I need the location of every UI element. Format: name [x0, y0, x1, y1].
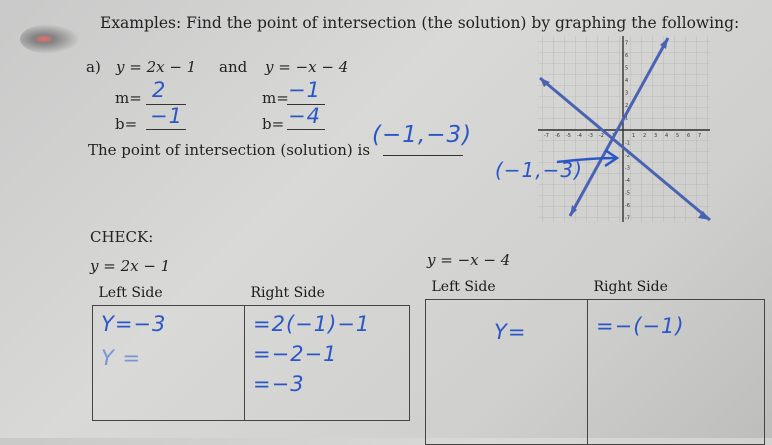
- y-tick-label: -2: [625, 153, 630, 159]
- poi-answer: (−1,−3): [372, 122, 473, 148]
- b1-label: b=: [115, 115, 138, 133]
- table-header: [93, 281, 410, 306]
- light-glare: [20, 24, 80, 54]
- y-tick-label: 5: [625, 65, 629, 72]
- y-tick-label: 3: [625, 90, 629, 97]
- m2-answer: −1: [288, 78, 321, 102]
- t2-right-answer: =−(−1): [596, 314, 685, 338]
- x-tick-label: 6: [687, 133, 691, 139]
- t1-right-step-2: =−2−1: [253, 342, 338, 366]
- b2-blank: [287, 129, 325, 130]
- m1-answer: 2: [152, 78, 167, 102]
- y-tick-label: -3: [625, 165, 630, 172]
- t1-left-answer-2: Y =: [101, 346, 142, 370]
- y-tick-label: -1: [625, 140, 630, 147]
- check-table-1: [92, 281, 410, 421]
- x-tick-label: 2: [643, 133, 647, 139]
- x-tick-label: 4: [665, 133, 669, 139]
- t1-left-answer: Y=−3: [101, 312, 167, 336]
- table-cell: [245, 306, 410, 421]
- equation-1: y = 2x − 1: [116, 58, 197, 76]
- b2-answer: −4: [288, 104, 321, 128]
- table-row: [426, 300, 765, 445]
- t1-right-step-1: =2(−1)−1: [253, 312, 371, 336]
- x-tick-label: 5: [676, 133, 680, 139]
- coordinate-graph: [520, 30, 715, 226]
- and-text: and: [219, 58, 248, 76]
- x-tick-label: -6: [555, 133, 560, 139]
- x-tick-label: -4: [577, 133, 582, 139]
- poi-blank: [383, 155, 463, 156]
- check-left-equation: y = 2x − 1: [90, 257, 171, 275]
- equation-2: y = −x − 4: [265, 58, 349, 76]
- y-tick-label: -7: [625, 215, 630, 222]
- graph-grid: [538, 36, 710, 222]
- x-tick-label: 1: [632, 133, 636, 139]
- y-tick-label: -4: [625, 178, 630, 184]
- y-tick-label: 1: [625, 115, 629, 122]
- table-cell: [93, 306, 245, 421]
- table-cell: [426, 300, 588, 445]
- y-tick-label: 2: [625, 103, 629, 109]
- t2-left-answer: Y=: [494, 320, 527, 344]
- y-tick-label: 6: [625, 53, 629, 59]
- m2-label: m=: [262, 89, 289, 107]
- table-1-bottom-border: [92, 420, 410, 421]
- right-side-header: Right Side: [588, 275, 765, 300]
- b2-label: b=: [262, 115, 285, 133]
- b1-blank: [146, 129, 186, 130]
- left-side-header: Left Side: [93, 281, 245, 306]
- check-table-2: [425, 275, 765, 445]
- y-tick-label: -5: [625, 190, 630, 197]
- poi-text: The point of intersection (solution) is: [88, 141, 371, 159]
- x-tick-label: -2: [599, 133, 604, 139]
- b1-answer: −1: [150, 104, 183, 128]
- x-tick-label: -3: [588, 133, 593, 139]
- m1-label: m=: [115, 89, 142, 107]
- y-tick-label: -6: [625, 203, 630, 209]
- left-side-header: Left Side: [426, 275, 588, 300]
- y-tick-label: 4: [625, 78, 629, 84]
- table-cell: [588, 300, 765, 445]
- x-tick-label: -5: [566, 133, 571, 139]
- x-tick-label: -7: [544, 133, 549, 139]
- x-tick-label: 7: [698, 133, 702, 139]
- x-tick-label: 3: [654, 133, 658, 139]
- y-tick-label: 7: [625, 40, 629, 47]
- right-side-header: Right Side: [245, 281, 410, 306]
- table-header: [426, 275, 765, 300]
- check-right-equation: y = −x − 4: [427, 251, 511, 269]
- part-label: a): [86, 58, 101, 76]
- t1-right-step-3: =−3: [253, 372, 305, 396]
- pointer-arrow-icon: [555, 148, 625, 174]
- check-title: CHECK:: [90, 228, 154, 246]
- graph-point-label: (−1,−3): [495, 158, 583, 182]
- table-row: [93, 306, 410, 421]
- page-heading: Examples: Find the point of intersection (the solution) by graphing the following:: [100, 14, 740, 32]
